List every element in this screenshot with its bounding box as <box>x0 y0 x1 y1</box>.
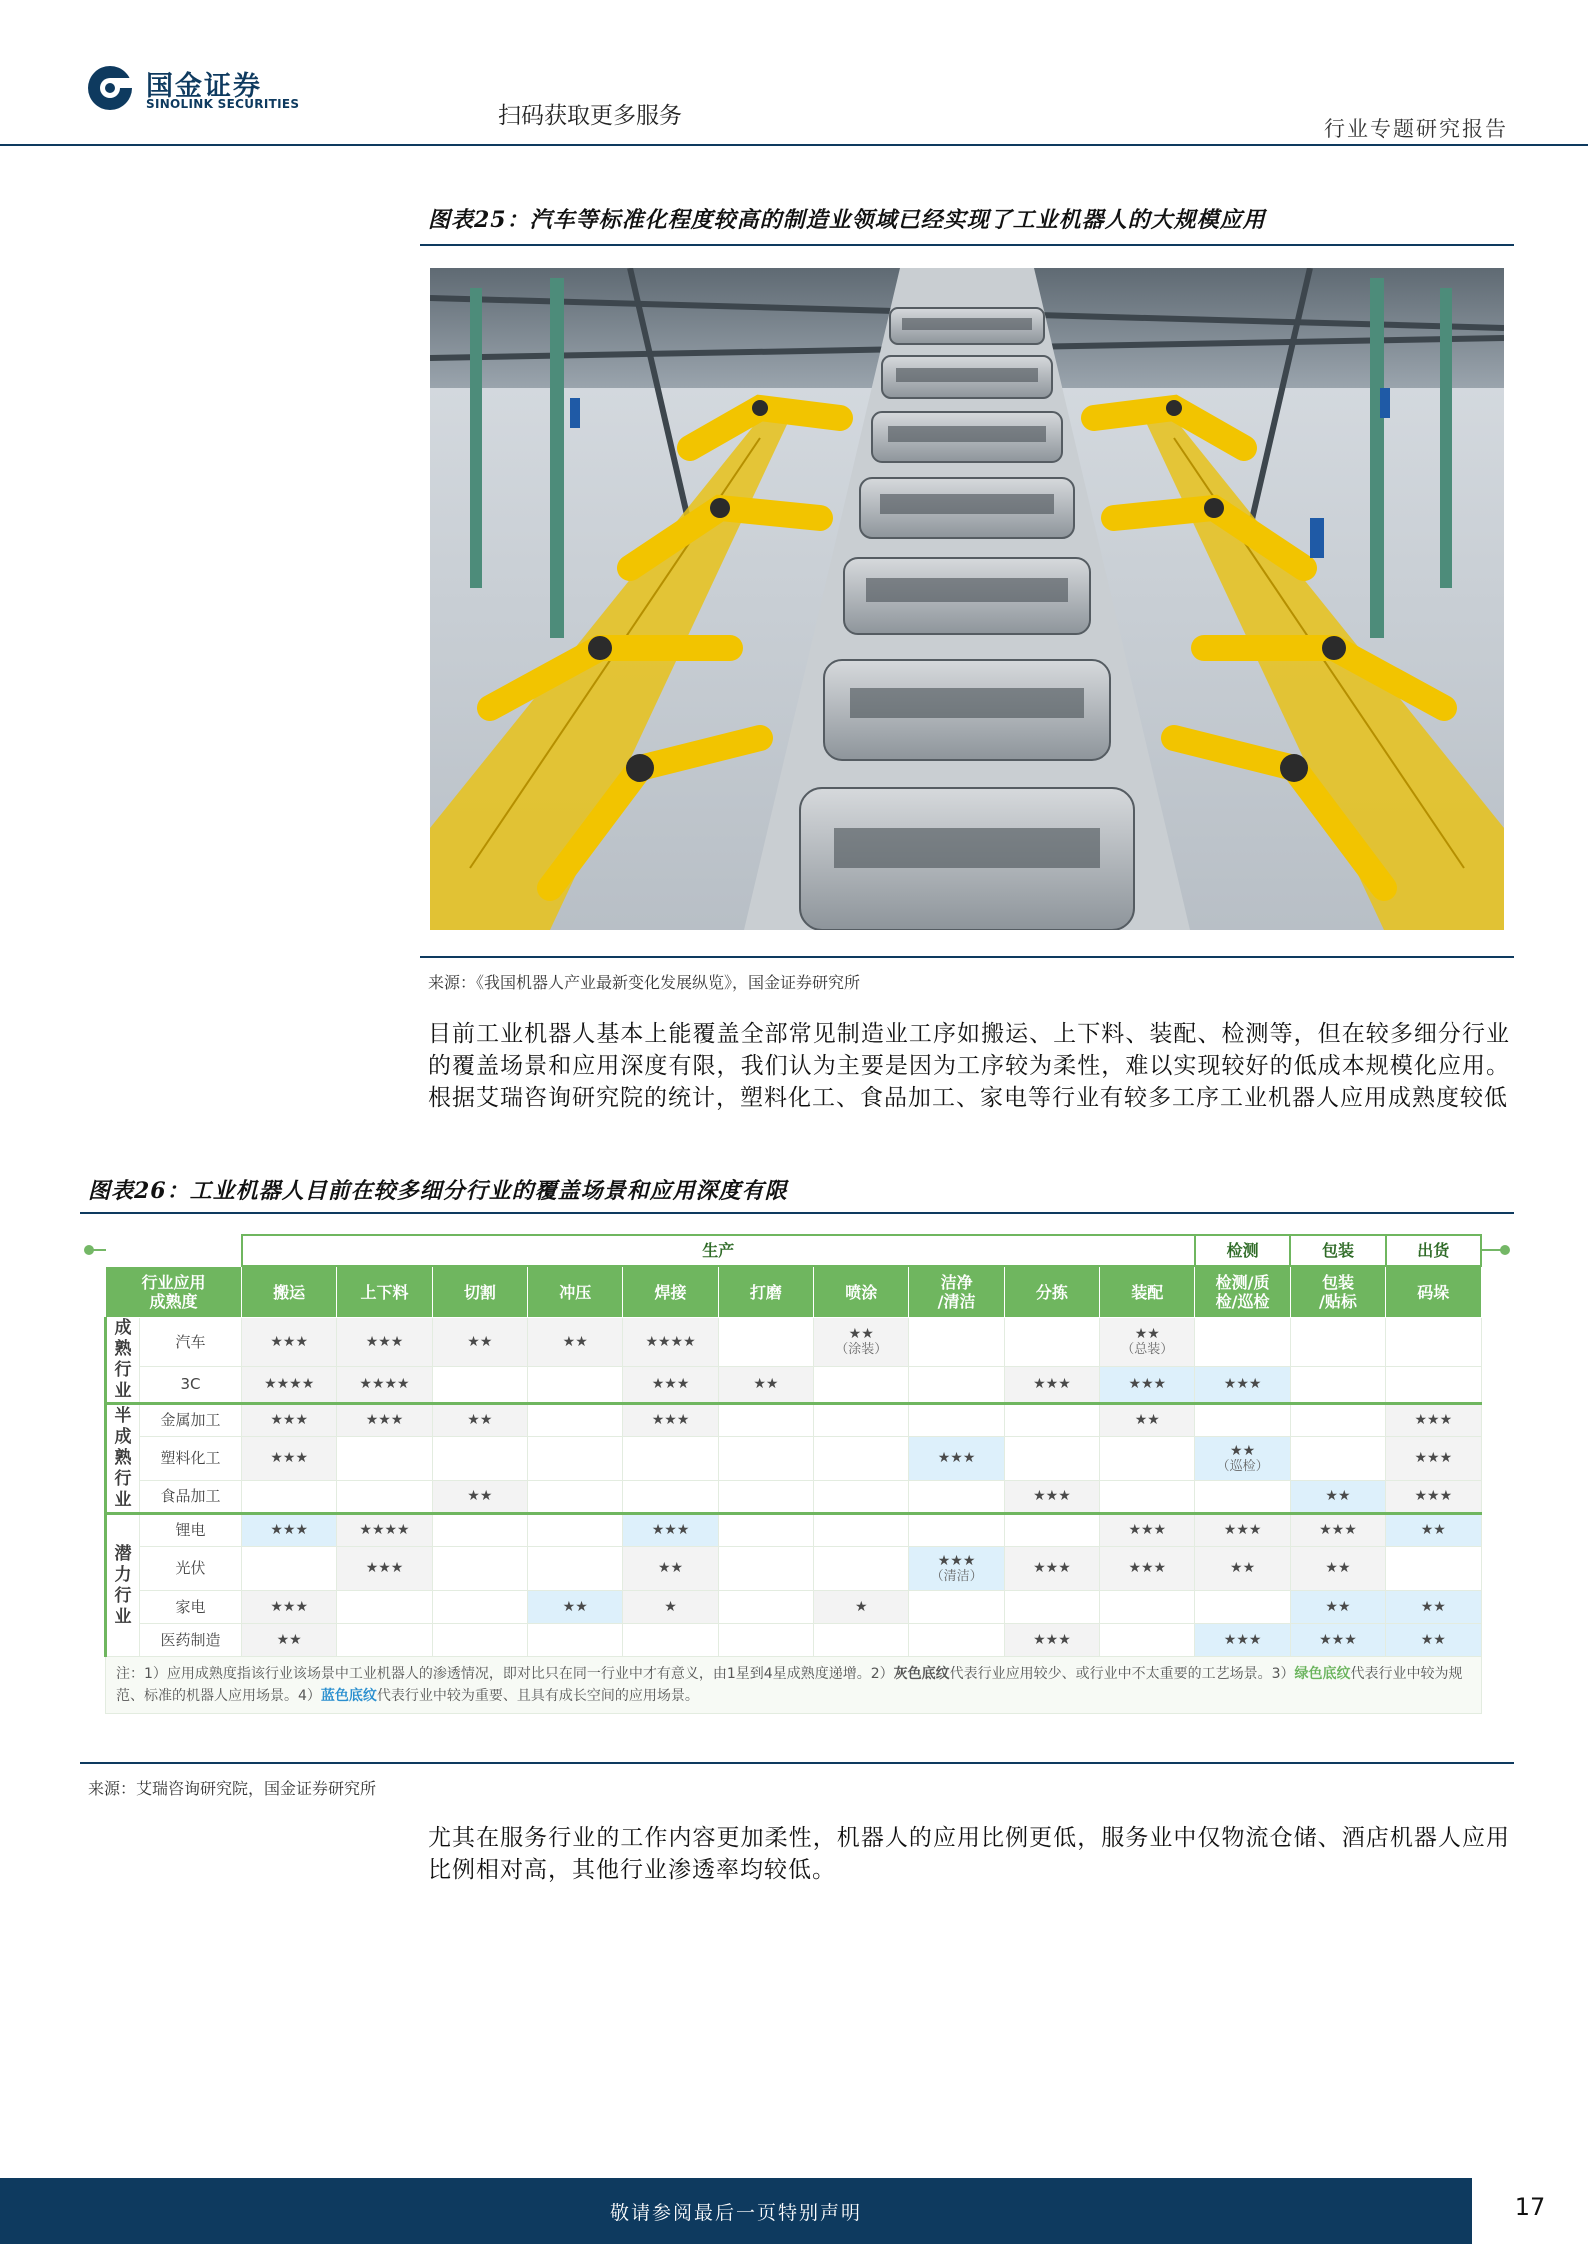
process-column-header: 喷涂 <box>814 1266 909 1318</box>
maturity-rating-cell <box>623 1437 718 1481</box>
industry-row <box>106 1624 1482 1657</box>
industry-label: 3C <box>140 1367 242 1404</box>
maturity-rating-cell <box>623 1624 718 1657</box>
report-type-label: 行业专题研究报告 <box>1324 117 1508 141</box>
maturity-rating-cell <box>623 1481 718 1514</box>
process-column-header: 搬运 <box>242 1266 337 1318</box>
maturity-rating-cell: ★★★ <box>1290 1624 1385 1657</box>
maturity-rating-cell: ★★★ <box>1100 1367 1195 1404</box>
maturity-rating-cell <box>1004 1318 1099 1367</box>
maturity-rating-cell <box>337 1437 432 1481</box>
maturity-rating-cell: ★★★ <box>337 1547 432 1591</box>
maturity-rating-cell <box>1290 1404 1385 1437</box>
maturity-rating-cell <box>1290 1437 1385 1481</box>
industry-label: 医药制造 <box>140 1624 242 1657</box>
maturity-rating-cell <box>909 1318 1004 1367</box>
maturity-rating-cell <box>432 1437 527 1481</box>
maturity-rating-cell: ★★★ <box>623 1514 718 1547</box>
maturity-rating-cell <box>528 1514 623 1547</box>
maturity-rating-cell: ★★★ <box>623 1367 718 1404</box>
process-group-row <box>106 1235 1482 1266</box>
maturity-rating-cell: ★★ <box>1386 1514 1481 1547</box>
process-group-blank <box>106 1235 242 1266</box>
maturity-rating-cell <box>909 1481 1004 1514</box>
maturity-rating-cell: ★ <box>814 1591 909 1624</box>
column-header-row <box>106 1266 1482 1318</box>
maturity-rating-cell: ★★★ <box>623 1404 718 1437</box>
maturity-rating-cell: ★★★ （清洁） <box>909 1547 1004 1591</box>
process-column-header: 包装 /贴标 <box>1290 1266 1385 1318</box>
maturity-rating-cell <box>718 1591 813 1624</box>
process-column-header: 分拣 <box>1004 1266 1099 1318</box>
maturity-rating-cell: ★★ <box>1386 1624 1481 1657</box>
maturity-rating-cell <box>1195 1481 1290 1514</box>
maturity-rating-cell: ★★★ <box>337 1404 432 1437</box>
industry-row <box>106 1481 1482 1514</box>
maturity-rating-cell: ★★★ <box>1195 1367 1290 1404</box>
process-flow-start-dot <box>84 1245 94 1255</box>
process-group-label: 检测 <box>1195 1235 1290 1266</box>
process-column-header: 码垛 <box>1386 1266 1481 1318</box>
maturity-rating-cell <box>814 1547 909 1591</box>
process-group-label: 包装 <box>1290 1235 1385 1266</box>
industry-label: 光伏 <box>140 1547 242 1591</box>
maturity-rating-cell <box>814 1514 909 1547</box>
maturity-rating-cell: ★★ <box>1100 1404 1195 1437</box>
maturity-rating-cell <box>1290 1318 1385 1367</box>
process-group-label: 出货 <box>1386 1235 1481 1266</box>
process-group-label: 生产 <box>242 1235 1195 1266</box>
maturity-rating-cell: ★★★ <box>1386 1481 1481 1514</box>
industry-label: 塑料化工 <box>140 1437 242 1481</box>
maturity-rating-cell <box>528 1624 623 1657</box>
industry-label: 汽车 <box>140 1318 242 1367</box>
maturity-rating-cell <box>1100 1437 1195 1481</box>
maturity-rating-cell: ★★★ <box>1386 1437 1481 1481</box>
maturity-rating-cell <box>528 1437 623 1481</box>
maturity-rating-cell: ★★★★ <box>242 1367 337 1404</box>
body-paragraph-2: 尤其在服务行业的工作内容更加柔性，机器人的应用比例更低，服务业中仅物流仓储、酒店机器人应用比例相对高，其他行业渗透率均较低。 <box>428 1825 1510 1883</box>
maturity-rating-cell <box>1100 1481 1195 1514</box>
maturity-rating-cell: ★★ <box>1290 1547 1385 1591</box>
maturity-rating-cell <box>432 1591 527 1624</box>
industry-row <box>106 1318 1482 1367</box>
maturity-rating-cell: ★★★ <box>337 1318 432 1367</box>
industry-label: 金属加工 <box>140 1404 242 1437</box>
process-column-header: 洁净 /清洁 <box>909 1266 1004 1318</box>
maturity-rating-cell <box>432 1547 527 1591</box>
footer-disclaimer-link[interactable]: 敬请参阅最后一页特别声明 <box>609 2202 862 2224</box>
maturity-rating-cell <box>1195 1404 1290 1437</box>
maturity-category-label: 半 成 熟 行 业 <box>106 1404 140 1514</box>
maturity-rating-cell <box>718 1547 813 1591</box>
maturity-rating-cell <box>1195 1591 1290 1624</box>
maturity-rating-cell: ★★★ <box>242 1318 337 1367</box>
maturity-rating-cell <box>1004 1404 1099 1437</box>
maturity-rating-cell: ★★★ <box>1100 1547 1195 1591</box>
maturity-rating-cell <box>1195 1318 1290 1367</box>
maturity-rating-cell: ★★★ <box>1100 1514 1195 1547</box>
maturity-rating-cell: ★★ <box>1290 1591 1385 1624</box>
maturity-rating-cell <box>1004 1591 1099 1624</box>
maturity-rating-cell: ★★★ <box>242 1437 337 1481</box>
figure-26-top-rule <box>80 1212 1514 1214</box>
process-flow-end-dot <box>1500 1245 1510 1255</box>
maturity-rating-cell: ★ <box>623 1591 718 1624</box>
process-column-header: 切割 <box>432 1266 527 1318</box>
robot-application-maturity-matrix <box>82 1226 1512 1756</box>
maturity-rating-cell <box>1004 1514 1099 1547</box>
maturity-rating-cell <box>814 1404 909 1437</box>
maturity-rating-cell <box>432 1367 527 1404</box>
process-column-header: 上下料 <box>337 1266 432 1318</box>
maturity-rating-cell: ★★★ <box>1195 1624 1290 1657</box>
figure-25-top-rule <box>420 244 1514 246</box>
figure-26-title: 图表26：工业机器人目前在较多细分行业的覆盖场景和应用深度有限 <box>88 1178 788 1204</box>
industry-row <box>106 1514 1482 1547</box>
figure-26-source: 来源：艾瑞咨询研究院，国金证券研究所 <box>88 1779 377 1798</box>
scan-for-services-link[interactable]: 扫码获取更多服务 <box>498 103 682 129</box>
maturity-rating-cell <box>909 1514 1004 1547</box>
brand-name-cn: 国金证券 <box>146 71 262 102</box>
maturity-rating-cell <box>1386 1318 1481 1367</box>
maturity-rating-cell: ★★ <box>623 1547 718 1591</box>
industry-row <box>106 1437 1482 1481</box>
sinolink-logo-icon <box>86 64 134 112</box>
industry-row <box>106 1367 1482 1404</box>
maturity-rating-cell <box>242 1547 337 1591</box>
maturity-rating-cell <box>909 1624 1004 1657</box>
maturity-rating-cell: ★★★ <box>1195 1514 1290 1547</box>
maturity-rating-cell <box>909 1404 1004 1437</box>
brand-name-en: SINOLINK SECURITIES <box>146 97 300 111</box>
rating-note: （清洁） <box>930 1568 983 1584</box>
maturity-rating-cell: ★★★ <box>1290 1514 1385 1547</box>
maturity-rating-cell: ★★★ <box>1386 1404 1481 1437</box>
maturity-rating-cell: ★★★ <box>242 1404 337 1437</box>
maturity-rating-cell <box>814 1437 909 1481</box>
maturity-rating-cell <box>718 1514 813 1547</box>
maturity-rating-cell: ★★★ <box>242 1514 337 1547</box>
maturity-rating-cell <box>909 1367 1004 1404</box>
figure-25-source: 来源：《我国机器人产业最新变化发展纵览》，国金证券研究所 <box>428 973 861 992</box>
maturity-rating-cell: ★★★ <box>242 1591 337 1624</box>
industry-label: 家电 <box>140 1591 242 1624</box>
maturity-rating-cell <box>1100 1591 1195 1624</box>
maturity-rating-cell <box>814 1367 909 1404</box>
maturity-rating-cell <box>432 1624 527 1657</box>
header-divider <box>0 144 1588 146</box>
industry-row <box>106 1547 1482 1591</box>
maturity-rating-cell: ★★ <box>1195 1547 1290 1591</box>
maturity-rating-cell: ★★ <box>432 1404 527 1437</box>
maturity-table <box>104 1234 1482 1714</box>
maturity-rating-cell: ★★ <box>718 1367 813 1404</box>
maturity-rating-cell <box>528 1547 623 1591</box>
process-column-header: 装配 <box>1100 1266 1195 1318</box>
car-factory-robot-photo <box>430 268 1504 930</box>
maturity-rating-cell: ★★★ <box>1004 1547 1099 1591</box>
maturity-rating-cell <box>718 1481 813 1514</box>
table-note-row <box>106 1657 1482 1714</box>
maturity-rating-cell <box>814 1481 909 1514</box>
rating-note: （巡检） <box>1216 1458 1269 1474</box>
maturity-rating-cell <box>718 1624 813 1657</box>
maturity-rating-cell <box>337 1591 432 1624</box>
body-paragraph-1: 目前工业机器人基本上能覆盖全部常见制造业工序如搬运、上下料、装配、检测等，但在较多细分行业的覆盖场景和应用深度有限，我们认为主要是因为工序较为柔性，难以实现较好的低成本规模化应用。根据艾瑞咨询研究院的统计，塑料化工、食品加工、家电等行业有较多工序工业机器人应用成熟度较低 <box>428 1021 1510 1111</box>
maturity-rating-cell: ★★ （涂装） <box>814 1318 909 1367</box>
maturity-rating-cell <box>432 1514 527 1547</box>
maturity-rating-cell: ★★ <box>1386 1591 1481 1624</box>
maturity-rating-cell: ★★★ <box>1004 1481 1099 1514</box>
maturity-rating-cell <box>814 1624 909 1657</box>
maturity-rating-cell: ★★ （总装） <box>1100 1318 1195 1367</box>
maturity-rating-cell <box>337 1481 432 1514</box>
maturity-rating-cell <box>528 1481 623 1514</box>
page-number: 17 <box>1514 2193 1546 2221</box>
maturity-rating-cell <box>528 1367 623 1404</box>
maturity-rating-cell <box>337 1624 432 1657</box>
maturity-rating-cell <box>1100 1624 1195 1657</box>
gray-shading-label: 灰色底纹 <box>893 1666 950 1682</box>
figure-25-bottom-rule <box>420 956 1514 958</box>
maturity-rating-cell <box>909 1591 1004 1624</box>
maturity-rating-cell: ★★★ <box>909 1437 1004 1481</box>
maturity-rating-cell: ★★ <box>432 1318 527 1367</box>
maturity-rating-cell: ★★★ <box>1004 1624 1099 1657</box>
rating-note: （总装） <box>1121 1342 1174 1358</box>
maturity-rating-cell <box>528 1404 623 1437</box>
process-column-header: 检测/质 检/巡检 <box>1195 1266 1290 1318</box>
maturity-category-label: 成 熟 行 业 <box>106 1318 140 1404</box>
maturity-category-label: 潜 力 行 业 <box>106 1514 140 1657</box>
process-column-header: 焊接 <box>623 1266 718 1318</box>
maturity-rating-cell <box>718 1437 813 1481</box>
maturity-rating-cell <box>718 1318 813 1367</box>
figure-26-bottom-rule <box>80 1762 1514 1764</box>
maturity-rating-cell: ★★ <box>242 1624 337 1657</box>
industry-label: 食品加工 <box>140 1481 242 1514</box>
maturity-rating-cell <box>1386 1367 1481 1404</box>
maturity-rating-cell <box>718 1404 813 1437</box>
green-shading-label: 绿色底纹 <box>1294 1666 1351 1682</box>
maturity-rating-cell <box>1386 1547 1481 1591</box>
maturity-rating-cell: ★★★★ <box>337 1514 432 1547</box>
maturity-rating-cell: ★★★ <box>1004 1367 1099 1404</box>
industry-row <box>106 1404 1482 1437</box>
rating-note: （涂装） <box>835 1342 888 1358</box>
maturity-rating-cell: ★★ <box>528 1318 623 1367</box>
maturity-rating-cell: ★★ <box>432 1481 527 1514</box>
maturity-rating-cell: ★★ （巡检） <box>1195 1437 1290 1481</box>
maturity-rating-cell: ★★ <box>1290 1481 1385 1514</box>
table-note: 注：1）应用成熟度指该行业该场景中工业机器人的渗透情况，即对比只在同一行业中才有意义，由1星到4星成熟度递增。2）灰色底纹代表行业应用较少、或行业中不太重要的工艺场景。3）绿色底纹代表行业中较为规范、标准的机器人应用场景。4）蓝色底纹代表行业中较为重要、且具有成长空间的应用场景。 <box>106 1657 1482 1714</box>
maturity-rating-cell: ★★ <box>528 1591 623 1624</box>
maturity-rating-cell <box>1004 1437 1099 1481</box>
maturity-rating-cell: ★★★★ <box>623 1318 718 1367</box>
corner-header-cell: 行业应用 成熟度 <box>106 1266 242 1318</box>
figure-25-title: 图表25：汽车等标准化程度较高的制造业领域已经实现了工业机器人的大规模应用 <box>428 207 1266 233</box>
industry-row <box>106 1591 1482 1624</box>
maturity-rating-cell <box>242 1481 337 1514</box>
industry-label: 锂电 <box>140 1514 242 1547</box>
maturity-rating-cell: ★★★★ <box>337 1367 432 1404</box>
process-column-header: 冲压 <box>528 1266 623 1318</box>
maturity-rating-cell <box>1290 1367 1385 1404</box>
blue-shading-label: 蓝色底纹 <box>320 1688 377 1704</box>
process-column-header: 打磨 <box>718 1266 813 1318</box>
